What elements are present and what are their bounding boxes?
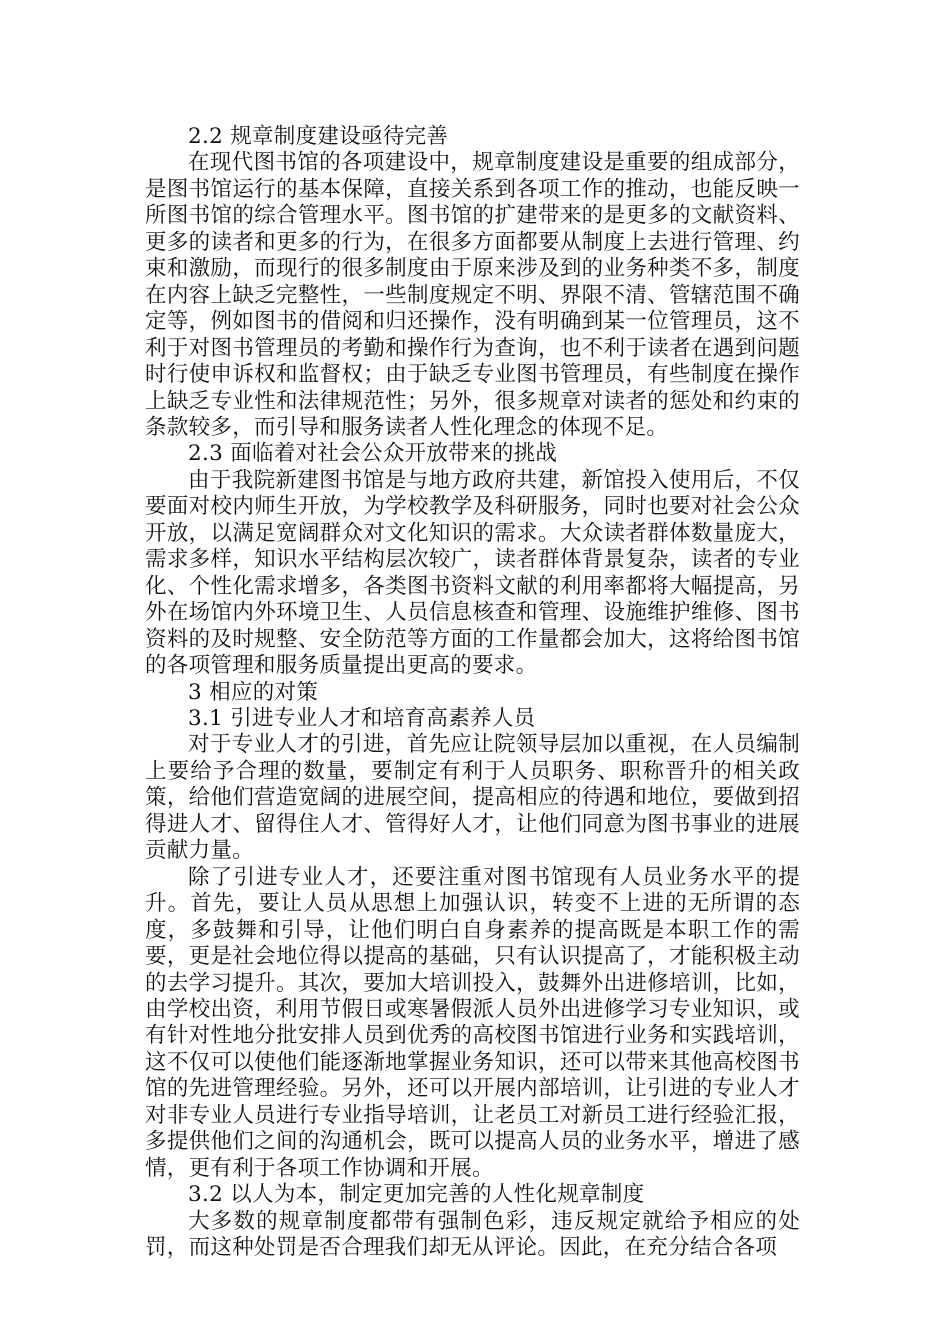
paragraph-humanized-rules: 大多数的规章制度都带有强制色彩，违反规定就给予相应的处罚，而这种处罚是否合理我们却无从评论。因此，在充分结合各项 <box>145 1208 800 1261</box>
document-body <box>145 124 800 1261</box>
section-heading-3-1: 3.1 引进专业人才和培育高素养人员 <box>188 705 536 731</box>
section-heading-3: 3 相应的对策 <box>188 679 319 705</box>
paragraph-talent-introduction: 对于专业人才的引进，首先应让院领导层加以重视，在人员编制上要给予合理的数量，要制定有利于人员职务、职称晋升的相关政策，给他们营造宽阔的进展空间，提高相应的待遇和地位，要做到招得进人才、留得住人才、管得好人才，让他们同意为图书事业的进展贡献力量。 <box>145 732 800 864</box>
section-heading-2-2: 2.2 规章制度建设亟待完善 <box>188 124 449 149</box>
paragraph-public-opening: 由于我院新建图书馆是与地方政府共建，新馆投入使用后，不仅要面对校内师生开放，为学校教学及科研服务，同时也要对社会公众开放，以满足宽阔群众对文化知识的需求。大众读者群体数量庞大，需求多样，知识水平结构层次较广，读者群体背景复杂，读者的专业化、个性化需求增多，各类图书资料文献的利用率都将大幅提高，另外在场馆内外环境卫生、人员信息核查和管理、设施维护维修、图书资料的及时规整、安全防范等方面的工作量都会加大，这将给图书馆的各项管理和服务质量提出更高的要求。 <box>145 467 800 679</box>
paragraph-regulations: 在现代图书馆的各项建设中，规章制度建设是重要的组成部分，是图书馆运行的基本保障，直接关系到各项工作的推动，也能反映一所图书馆的综合管理水平。图书馆的扩建带来的是更多的文献资料、更多的读者和更多的行为，在很多方面都要从制度上去进行管理、约束和激励，而现行的很多制度由于原来涉及到的业务种类不多，制度在内容上缺乏完整性，一些制度规定不明、界限不清、管辖范围不确定等，例如图书的借阅和归还操作，没有明确到某一位管理员，这不利于对图书管理员的考勤和操作行为查询，也不利于读者在遇到问题时行使申诉权和监督权；由于缺乏专业图书管理员，有些制度在操作上缺乏专业性和法律规范性；另外，很多规章对读者的惩处和约束的条款较多，而引导和服务读者人性化理念的体现不足。 <box>145 150 800 440</box>
section-heading-3-2: 3.2 以人为本，制定更加完善的人性化规章制度 <box>188 1182 645 1208</box>
section-heading-2-3: 2.3 面临着对社会公众开放带来的挑战 <box>188 441 558 467</box>
paragraph-staff-training: 除了引进专业人才，还要注重对图书馆现有人员业务水平的提升。首先，要让人员从思想上加强认识，转变不上进的无所谓的态度，多鼓舞和引导，让他们明白自身素养的提高既是本职工作的需要，更是社会地位得以提高的基础，只有认识提高了，才能积极主动的去学习提升。其次，要加大培训投入，鼓舞外出进修培训，比如，由学校出资，利用节假日或寒暑假派人员外出进修学习专业知识，或有针对性地分批安排人员到优秀的高校图书馆进行业务和实践培训，这不仅可以使他们能逐渐地掌握业务知识，还可以带来其他高校图书馆的先进管理经验。另外，还可以开展内部培训，让引进的专业人才对非专业人员进行专业指导培训，让老员工对新员工进行经验汇报，多提供他们之间的沟通机会，既可以提高人员的业务水平，增进了感情，更有利于各项工作协调和开展。 <box>145 864 800 1181</box>
